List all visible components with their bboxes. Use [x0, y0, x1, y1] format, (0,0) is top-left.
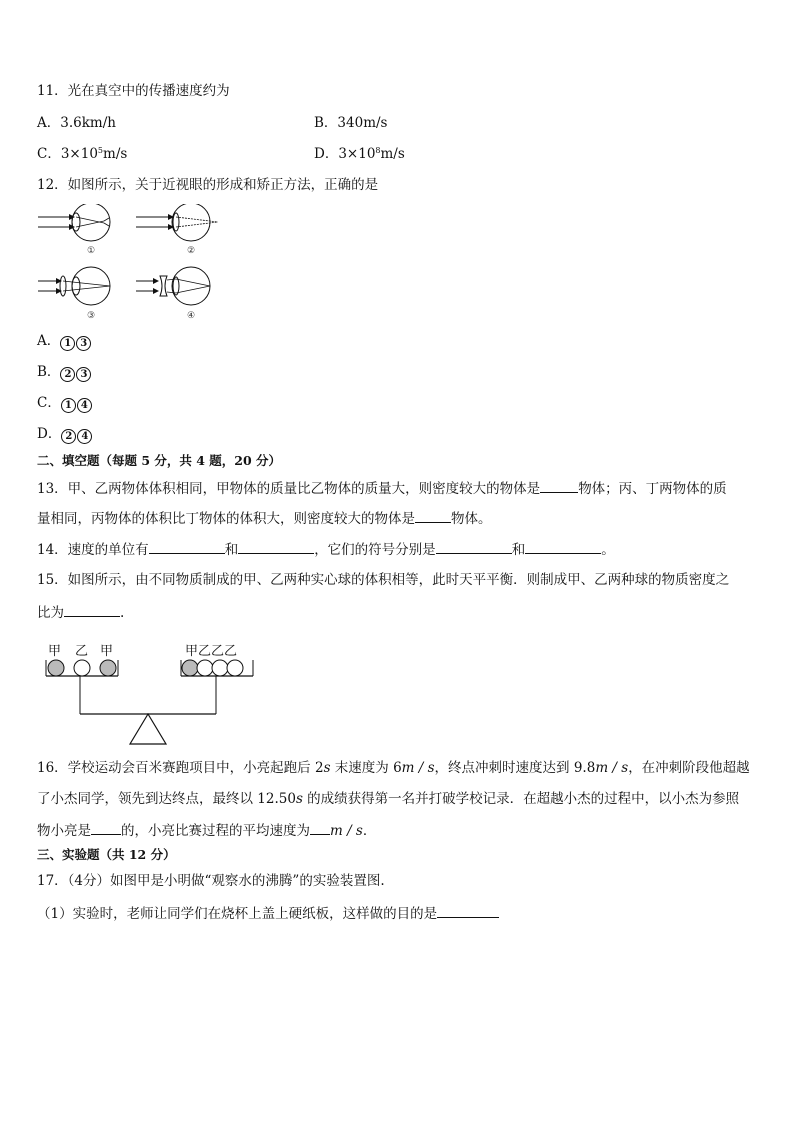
q12-a-mark-1: 1 [60, 336, 75, 351]
q12-a-letter: A． [37, 333, 61, 349]
right-pan [181, 660, 253, 676]
q12-b-letter: B． [37, 364, 61, 380]
left-label-jia-1: 甲 [48, 644, 62, 659]
q12-b-mark-2: 3 [76, 367, 91, 382]
section-2-heading: 二、填空题（每题 5 分，共 4 题，20 分） [37, 453, 282, 468]
left-label-yi: 乙 [75, 644, 89, 659]
q13-line-1 [37, 479, 727, 498]
q11-c-base: C．3×10 [37, 146, 98, 162]
q16-blank-1[interactable] [91, 821, 121, 835]
q12-d-letter: D． [37, 426, 62, 442]
q16-t7: 物小亮是 [37, 823, 91, 839]
q16-t1: 16．学校运动会百米赛跑项目中，小亮起跑后 2 [37, 760, 324, 776]
q16-s2: s [295, 791, 303, 807]
q16-line-3 [37, 821, 376, 840]
q16-u2: m / s [595, 760, 629, 776]
q16-line-2 [37, 790, 739, 808]
q13-text-2: 物体；丙、丁两物体的质 [578, 481, 727, 497]
q11-stem: 11．光在真空中的传播速度约为 [37, 83, 230, 99]
q12-b-mark-1: 2 [60, 367, 75, 382]
q14-text-3: ，它们的符号分别是 [314, 542, 436, 558]
q11-option-a: A．3.6km/h [37, 115, 116, 131]
q16-t5: 了小杰同学，领先到达终点，最终以 12.50 [37, 791, 296, 807]
q14-text-4: 和 [511, 542, 526, 558]
eye-label-4: ④ [187, 311, 196, 321]
q11-c-unit: m/s [103, 146, 128, 162]
q12-c-mark-1: 1 [61, 398, 76, 413]
q16-u3: m / s [330, 823, 363, 839]
q11-d-unit: m/s [380, 146, 405, 162]
q17-blank-1[interactable] [437, 904, 499, 918]
right-label: 甲乙乙乙 [185, 644, 238, 659]
q13-blank-1[interactable] [540, 479, 578, 493]
eye-label-1: ① [87, 246, 96, 256]
balance-scale-figure [44, 640, 258, 746]
q14-blank-3[interactable] [436, 540, 512, 554]
q16-t4: ，在冲刺阶段他超越 [628, 760, 750, 776]
q12-option-c [37, 394, 93, 413]
q17-sub-1 [37, 904, 499, 923]
q16-s1: s [323, 760, 331, 776]
q11-option-c [37, 145, 127, 163]
q14-line [37, 540, 615, 559]
q15-text-1: 比为 [37, 605, 64, 621]
q12-d-mark-2: 4 [77, 429, 92, 444]
q11-option-b: B．340m/s [314, 115, 388, 131]
q13-text-4: 物体。 [451, 511, 492, 527]
q17-stem: 17．（4分）如图甲是小明做“观察水的沸腾”的实验装置图. [37, 873, 385, 889]
q13-text-3: 量相同，丙物体的体积比丁物体的体积大，则密度较大的物体是 [37, 511, 415, 527]
left-label-jia-2: 甲 [100, 644, 114, 659]
q14-blank-1[interactable] [149, 540, 225, 554]
q15-text-2: . [120, 605, 125, 621]
q15-line-1: 15．如图所示，由不同物质制成的甲、乙两种实心球的体积相等，此时天平平衡．则制成甲、乙两种球的物质密度之 [37, 572, 730, 588]
q16-t3: ，终点冲刺时速度达到 9.8 [434, 760, 596, 776]
q16-t6: 的成绩获得第一名并打破学校记录．在超越小杰的过程中，以小杰为参照 [302, 791, 740, 807]
q14-blank-4[interactable] [525, 540, 601, 554]
q11-d-base: D．3×10 [314, 146, 376, 162]
q16-line-1 [37, 759, 750, 777]
q12-a-mark-2: 3 [76, 336, 91, 351]
q16-t8: 的，小亮比赛过程的平均速度为 [121, 823, 310, 839]
q11-d-exponent: 8 [375, 146, 381, 155]
q11-option-d [314, 145, 405, 163]
eye-diagram-2 [136, 204, 218, 241]
eye-diagram-1 [38, 204, 110, 241]
q14-text-2: 和 [224, 542, 239, 558]
eye-label-3: ③ [87, 311, 96, 321]
fulcrum [130, 714, 166, 744]
q13-text-1: 13．甲、乙两物体体积相同，甲物体的质量比乙物体的质量大，则密度较大的物体是 [37, 481, 541, 497]
eye-label-2: ② [187, 246, 196, 256]
q12-stem: 12．如图所示，关于近视眼的形成和矫正方法，正确的是 [37, 177, 379, 193]
section-3-heading: 三、实验题（共 12 分） [37, 847, 176, 862]
q14-text-1: 14．速度的单位有 [37, 542, 149, 558]
q16-blank-2[interactable] [310, 821, 330, 835]
q12-c-mark-2: 4 [77, 398, 92, 413]
left-pan [46, 660, 118, 676]
q12-d-mark-1: 2 [61, 429, 76, 444]
q12-option-d [37, 425, 93, 444]
q13-blank-2[interactable] [415, 509, 451, 523]
balance-beam [80, 676, 216, 714]
q14-text-5: 。 [601, 542, 615, 558]
eye-diagram-3 [38, 267, 110, 305]
q17-sub-1-text: （1）实验时，老师让同学们在烧杯上盖上硬纸板，这样做的目的是 [37, 906, 438, 922]
q15-line-2 [37, 603, 124, 622]
q15-blank-1[interactable] [64, 603, 120, 617]
q11-c-exponent: 5 [97, 146, 104, 155]
q12-option-a [37, 332, 92, 351]
q16-u1: m / s [401, 760, 435, 776]
eye-diagram-figure [36, 204, 226, 322]
eye-diagram-4 [136, 267, 210, 305]
q13-line-2 [37, 509, 492, 528]
q16-t2: 末速度为 6 [330, 760, 402, 776]
q12-c-letter: C． [37, 395, 61, 411]
q16-t9: ． [362, 823, 377, 839]
q12-option-b [37, 363, 92, 382]
q14-blank-2[interactable] [238, 540, 314, 554]
